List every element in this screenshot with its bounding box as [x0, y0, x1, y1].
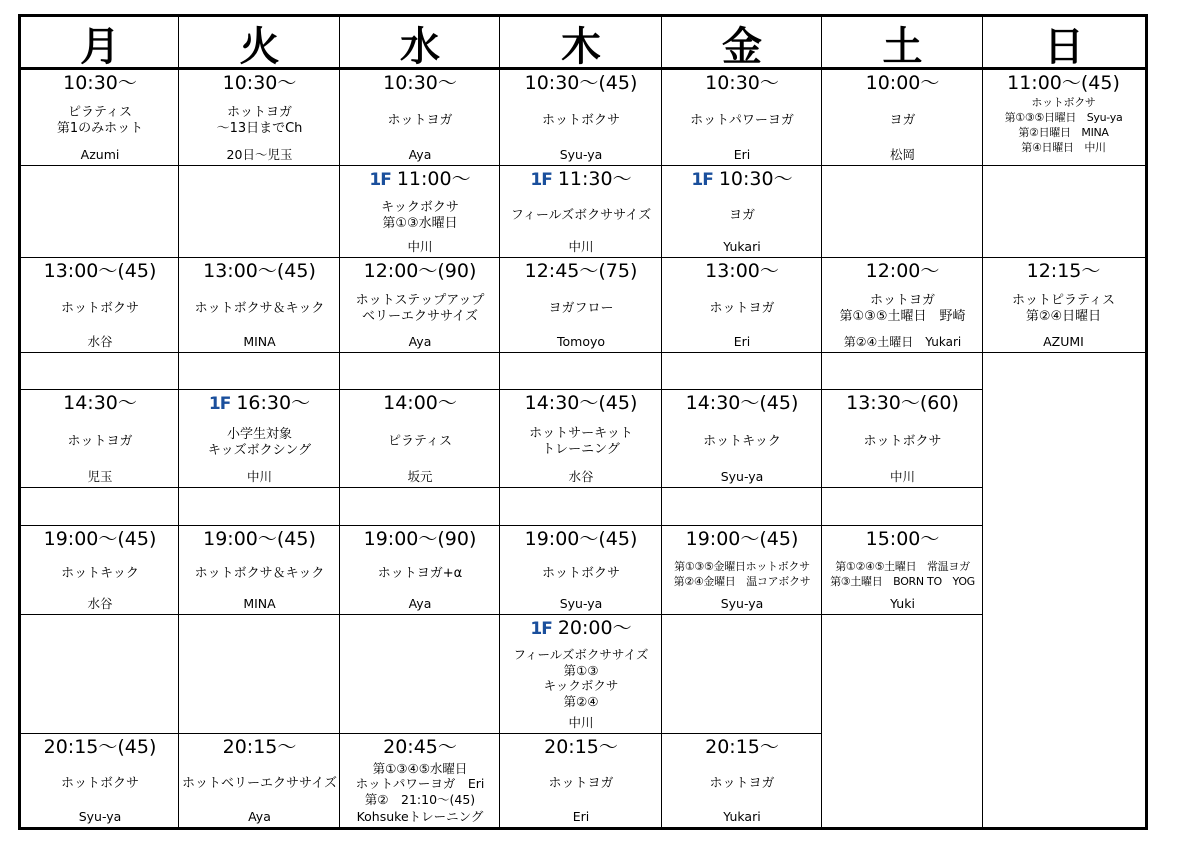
instructor-name: MINA — [243, 596, 276, 611]
class-time-text: 13:00～(45) — [43, 260, 157, 282]
class-time-text: 10:30～ — [383, 72, 457, 94]
floor-1f-badge: 1F — [530, 619, 552, 639]
floor-1f-badge: 1F — [530, 170, 552, 190]
class-details — [690, 95, 794, 147]
class-time-text: 10:00～ — [865, 72, 940, 94]
class-details — [61, 759, 139, 809]
class-details — [840, 283, 966, 334]
class-time-text: 12:00～ — [865, 260, 940, 282]
instructor-name: 水谷 — [87, 596, 113, 611]
instructor-name: Eri — [733, 334, 751, 349]
class-details — [378, 551, 462, 596]
class-details — [208, 416, 311, 469]
class-details — [511, 192, 651, 239]
class-cell-wed-3 — [340, 259, 500, 351]
class-line: ヨガ — [728, 207, 755, 223]
class-time-text: 10:30～(45) — [524, 72, 638, 94]
class-time-text: 10:30～ — [222, 72, 297, 94]
class-time — [203, 528, 316, 551]
instructor-name: 中川 — [889, 469, 915, 484]
class-line: ホットボクサ — [541, 113, 620, 128]
instructor-name: 中川 — [246, 469, 272, 484]
row-divider — [822, 352, 983, 353]
class-cell-fri-9 — [662, 735, 822, 826]
class-line: フィールズボクササイズ — [510, 207, 652, 223]
class-cell-tue-3 — [179, 259, 340, 351]
instructor-name: Yukari — [723, 239, 761, 254]
class-cell-fri-1 — [662, 71, 822, 164]
class-cell-thu-9 — [500, 735, 662, 826]
class-details — [709, 283, 774, 334]
class-line: ベリーエクササイズ — [362, 308, 478, 324]
class-time — [525, 528, 638, 551]
row-divider — [500, 257, 662, 258]
class-cell-wed-2 — [340, 167, 500, 256]
instructor-name: AZUMI — [1043, 334, 1084, 349]
floor-1f-badge: 1F — [369, 170, 391, 190]
day-header-wed: 水 — [400, 23, 440, 70]
class-line: ピラティス — [388, 434, 452, 449]
class-line: 小学生対象 — [226, 426, 292, 442]
class-line: 第①③ — [563, 662, 599, 678]
row-divider — [662, 257, 822, 258]
class-line: ホットパワーヨガ Eri — [355, 776, 485, 792]
class-time-text: 20:45～ — [383, 736, 457, 758]
class-cell-mon-7 — [21, 527, 179, 613]
class-time-text: 10:30～ — [63, 72, 137, 94]
class-time — [525, 392, 638, 415]
class-time — [866, 72, 940, 95]
instructor-name: Aya — [408, 147, 432, 162]
class-time — [383, 392, 457, 415]
row-divider — [179, 525, 340, 526]
class-time — [686, 392, 799, 415]
class-details — [542, 551, 620, 596]
instructor-name: Syu-ya — [559, 147, 603, 162]
class-details — [548, 283, 613, 334]
class-time-text: 14:30～(45) — [524, 392, 638, 414]
class-time-text: 19:00～(45) — [524, 528, 638, 550]
row-divider — [662, 389, 822, 390]
class-time-text: 10:30～ — [705, 72, 779, 94]
row-divider — [179, 389, 340, 390]
schedule-grid — [18, 14, 1148, 830]
class-cell-thu-5 — [500, 391, 662, 486]
instructor-name: Yuki — [890, 596, 915, 611]
row-divider — [662, 487, 822, 488]
class-details — [195, 283, 325, 334]
class-time-text: 13:30～(60) — [846, 392, 959, 414]
class-line: ホットボクサ — [60, 776, 139, 791]
class-cell-sun-1 — [983, 71, 1144, 164]
class-details — [356, 759, 485, 809]
class-cell-mon-9 — [21, 735, 179, 826]
class-line: 第②日曜日 MINA — [1018, 126, 1109, 139]
class-line: ホットキック — [703, 434, 781, 449]
class-cell-thu-2 — [500, 167, 662, 256]
class-line: 第1のみホット — [56, 121, 144, 136]
class-line: ホットステップアップ — [355, 292, 485, 308]
class-cell-wed-7 — [340, 527, 500, 613]
day-header-tue: 火 — [239, 23, 280, 70]
row-divider — [179, 614, 340, 615]
row-divider — [179, 487, 340, 488]
class-details — [709, 759, 774, 809]
class-line: ホットキック — [61, 565, 139, 581]
class-cell-sat-7 — [822, 527, 983, 613]
class-cell-mon-5 — [21, 391, 179, 486]
row-divider — [500, 352, 662, 353]
day-header-sun: 日 — [1044, 23, 1084, 70]
class-line: 第①③⑤土曜日 野崎 — [839, 308, 966, 324]
class-line: 第②④日曜日 — [1025, 308, 1102, 324]
instructor-name: Azumi — [80, 147, 120, 162]
instructor-name: Syu-ya — [78, 809, 122, 824]
instructor-name: 松岡 — [889, 147, 915, 162]
class-cell-wed-1 — [340, 71, 500, 164]
class-line: 第② 21:10～(45) — [364, 791, 476, 807]
class-time — [383, 736, 457, 759]
class-details — [514, 641, 649, 715]
class-time — [705, 72, 779, 95]
row-divider — [500, 389, 662, 390]
class-time-text: 19:00～(45) — [43, 528, 157, 550]
day-header-mon: 月 — [80, 23, 120, 70]
class-cell-tue-1 — [179, 71, 340, 164]
row-divider — [21, 487, 179, 488]
class-time — [223, 736, 297, 759]
row-divider — [340, 733, 500, 734]
instructor-name: 20日～児玉 — [226, 147, 293, 162]
class-time-text: 11:30～ — [557, 168, 632, 190]
instructor-name: Syu-ya — [559, 596, 603, 611]
class-cell-tue-9 — [179, 735, 340, 826]
class-details — [217, 95, 303, 147]
class-time — [44, 260, 157, 283]
class-details — [388, 415, 452, 469]
class-line: ピラティス — [68, 105, 132, 120]
row-divider — [21, 165, 179, 166]
class-time — [1027, 260, 1101, 283]
row-divider — [822, 614, 983, 615]
instructor-name: Aya — [248, 809, 271, 824]
instructor-name: 中川 — [568, 239, 594, 254]
class-details — [889, 95, 915, 147]
instructor-name: 水谷 — [568, 469, 594, 484]
row-divider — [340, 165, 500, 166]
class-details — [387, 95, 452, 147]
class-line: キックボクサ — [381, 199, 459, 215]
class-time — [530, 168, 631, 192]
class-details — [1012, 283, 1115, 334]
row-divider — [662, 525, 822, 526]
class-line: ホットヨガ — [67, 434, 133, 449]
class-time-text: 20:00～ — [557, 617, 632, 639]
instructor-name: Syu-ya — [720, 469, 764, 484]
class-time — [691, 168, 792, 192]
class-line: 第③土曜日 BORN TO YOG — [830, 574, 975, 588]
class-time-text: 14:00～ — [383, 392, 457, 414]
instructor-name: 第②④土曜日 Yukari — [843, 335, 962, 349]
class-cell-tue-5 — [179, 391, 340, 486]
class-line: ホットヨガ+α — [377, 565, 463, 581]
class-line: ホットヨガ — [226, 105, 292, 120]
class-line: ホットボクサ — [60, 300, 139, 316]
class-cell-fri-7 — [662, 527, 822, 613]
class-time — [44, 528, 157, 551]
class-line: フィールズボクササイズ — [513, 647, 649, 662]
class-line: 第①③⑤日曜日 Syu-ya — [1004, 111, 1123, 124]
class-time — [63, 392, 137, 415]
instructor-name: 水谷 — [87, 334, 113, 349]
class-time-text: 11:00～ — [396, 168, 471, 190]
row-divider — [822, 525, 983, 526]
class-cell-fri-5 — [662, 391, 822, 486]
class-line: ホットヨガ — [387, 113, 453, 128]
class-time — [364, 528, 477, 551]
class-details — [57, 95, 143, 147]
class-cell-sat-1 — [822, 71, 983, 164]
class-cell-fri-3 — [662, 259, 822, 351]
class-cell-mon-3 — [21, 259, 179, 351]
instructor-name: Aya — [408, 334, 432, 349]
instructor-name: 中川 — [407, 239, 433, 254]
class-details — [182, 759, 337, 809]
class-line: ホットヨガ — [709, 300, 775, 316]
row-divider — [500, 165, 662, 166]
instructor-name: 中川 — [568, 715, 594, 730]
row-divider — [340, 352, 500, 353]
class-time-text: 14:30～ — [63, 392, 137, 414]
class-line: 第①③⑤金曜日ホットボクサ — [674, 559, 810, 573]
class-time-text: 19:00～(90) — [363, 528, 477, 550]
class-time-text: 10:30～ — [718, 168, 793, 190]
class-line: ホットヨガ — [869, 292, 935, 308]
instructor-name: MINA — [243, 334, 276, 349]
class-time-text: 19:00～(45) — [203, 528, 316, 550]
class-time — [846, 392, 959, 415]
class-line: 第①③水曜日 — [382, 215, 458, 231]
class-time-text: 15:00～ — [865, 528, 940, 550]
class-time — [525, 72, 638, 95]
row-divider — [340, 389, 500, 390]
row-divider — [662, 165, 822, 166]
class-line: 第①③④⑤水曜日 — [372, 760, 468, 776]
class-time-text: 20:15～(45) — [43, 736, 157, 758]
row-divider — [340, 487, 500, 488]
row-divider — [179, 733, 340, 734]
instructor-name: Syu-ya — [720, 596, 764, 611]
class-time — [209, 392, 310, 416]
row-divider — [500, 525, 662, 526]
instructor-name: Eri — [733, 147, 751, 162]
floor-1f-badge: 1F — [208, 394, 231, 414]
row-divider — [340, 257, 500, 258]
class-line: 第④日曜日 中川 — [1021, 141, 1106, 154]
class-time — [705, 736, 779, 759]
class-line: ホットベリーエクササイズ — [182, 776, 337, 791]
class-time-text: 14:30～(45) — [685, 392, 799, 414]
row-divider — [662, 352, 822, 353]
class-time-text: 13:00～(45) — [203, 260, 316, 282]
class-cell-thu-8 — [500, 616, 662, 732]
class-time-text: 19:00～(45) — [685, 528, 799, 550]
class-time-text: 20:15～ — [705, 736, 779, 758]
class-line: 第①②④⑤土曜日 常温ヨガ — [835, 559, 970, 573]
class-time — [63, 72, 137, 95]
class-line: ～13日までCh — [216, 121, 303, 136]
row-divider — [179, 352, 340, 353]
class-line: ホットボクサ — [863, 434, 942, 449]
class-cell-thu-3 — [500, 259, 662, 351]
instructor-name: Kohsukeトレーニング — [356, 809, 484, 824]
class-cell-mon-1 — [21, 71, 179, 164]
instructor-name: Tomoyo — [556, 334, 606, 349]
class-line: キックボクサ — [543, 678, 619, 693]
class-time — [866, 528, 940, 551]
class-details — [381, 192, 459, 239]
class-line: ホットボクサ＆キック — [194, 300, 325, 316]
class-cell-sat-5 — [822, 391, 983, 486]
row-divider — [21, 733, 179, 734]
class-line: ヨガフロー — [548, 300, 614, 316]
row-divider — [21, 257, 179, 258]
class-details — [356, 283, 485, 334]
class-time — [369, 168, 470, 192]
class-line: ホットヨガ — [548, 776, 614, 791]
class-cell-wed-5 — [340, 391, 500, 486]
class-time-text: 11:00～(45) — [1007, 72, 1120, 94]
class-time — [705, 260, 779, 283]
instructor-name: Eri — [572, 809, 590, 824]
class-time — [203, 260, 316, 283]
class-details — [548, 759, 613, 809]
row-divider — [179, 257, 340, 258]
class-cell-thu-1 — [500, 71, 662, 164]
class-details — [67, 415, 132, 469]
class-cell-fri-2 — [662, 167, 822, 256]
row-divider — [340, 614, 500, 615]
row-divider — [822, 487, 983, 488]
instructor-name: 坂元 — [407, 469, 433, 484]
class-time — [866, 260, 940, 283]
row-divider — [822, 257, 983, 258]
instructor-name: 児玉 — [87, 469, 113, 484]
class-time — [223, 72, 297, 95]
class-details — [61, 551, 139, 596]
row-divider — [21, 352, 179, 353]
row-divider — [500, 733, 662, 734]
instructor-name: Yukari — [723, 809, 761, 824]
class-line: ヨガ — [889, 113, 916, 128]
day-header-sat: 土 — [882, 23, 923, 70]
row-divider — [500, 487, 662, 488]
day-header-fri: 金 — [722, 23, 762, 70]
class-line: ホットパワーヨガ — [690, 113, 794, 128]
row-divider — [662, 733, 822, 734]
class-time — [1007, 72, 1120, 95]
row-divider — [21, 389, 179, 390]
class-time-text: 20:15～ — [544, 736, 618, 758]
class-cell-sun-3 — [983, 259, 1144, 351]
class-line: ホットピラティス — [1012, 292, 1115, 308]
class-cell-sat-3 — [822, 259, 983, 351]
class-time-text: 12:45～(75) — [524, 260, 638, 282]
class-details — [830, 551, 975, 596]
class-details — [542, 95, 620, 147]
class-details — [61, 283, 139, 334]
class-details — [674, 551, 811, 596]
class-time-text: 16:30～ — [236, 392, 311, 414]
class-time — [544, 736, 618, 759]
class-line: ホットヨガ — [709, 776, 775, 791]
day-header-thu: 木 — [561, 23, 601, 70]
class-line: ホットボクサ — [541, 565, 620, 581]
class-line: トレーニング — [542, 442, 620, 457]
class-cell-wed-9 — [340, 735, 500, 826]
class-time-text: 20:15～ — [222, 736, 297, 758]
row-divider — [179, 165, 340, 166]
row-divider — [500, 614, 662, 615]
class-line: キッズボクシング — [207, 442, 312, 458]
class-line: ホットボクサ＆キック — [194, 565, 325, 581]
class-cell-tue-7 — [179, 527, 340, 613]
row-divider — [822, 389, 983, 390]
class-time — [530, 617, 631, 641]
class-details — [863, 415, 941, 469]
class-time-text: 13:00～ — [705, 260, 779, 282]
class-line: 第②④ — [563, 693, 599, 709]
class-time — [686, 528, 799, 551]
row-divider — [340, 525, 500, 526]
class-line: ホットボクサ — [1031, 96, 1096, 109]
class-time — [525, 260, 638, 283]
class-time — [44, 736, 157, 759]
class-cell-thu-7 — [500, 527, 662, 613]
class-details — [729, 192, 755, 239]
instructor-name: Aya — [408, 596, 432, 611]
row-divider — [822, 165, 983, 166]
row-divider — [21, 525, 179, 526]
row-divider — [983, 257, 1145, 258]
instructor-name — [1062, 155, 1066, 171]
row-divider — [983, 352, 1145, 353]
class-time-text: 12:00～(90) — [363, 260, 477, 282]
floor-1f-badge: 1F — [691, 170, 713, 190]
class-time — [364, 260, 477, 283]
row-divider — [662, 614, 822, 615]
row-divider — [21, 614, 179, 615]
class-line: ホットサーキット — [529, 426, 633, 441]
class-details — [195, 551, 325, 596]
class-line: 第②④金曜日 温コアボクサ — [673, 574, 811, 588]
class-time — [383, 72, 457, 95]
class-details — [703, 415, 781, 469]
class-time-text: 12:15～ — [1026, 260, 1101, 282]
class-details — [529, 415, 633, 469]
class-details — [1005, 95, 1123, 155]
